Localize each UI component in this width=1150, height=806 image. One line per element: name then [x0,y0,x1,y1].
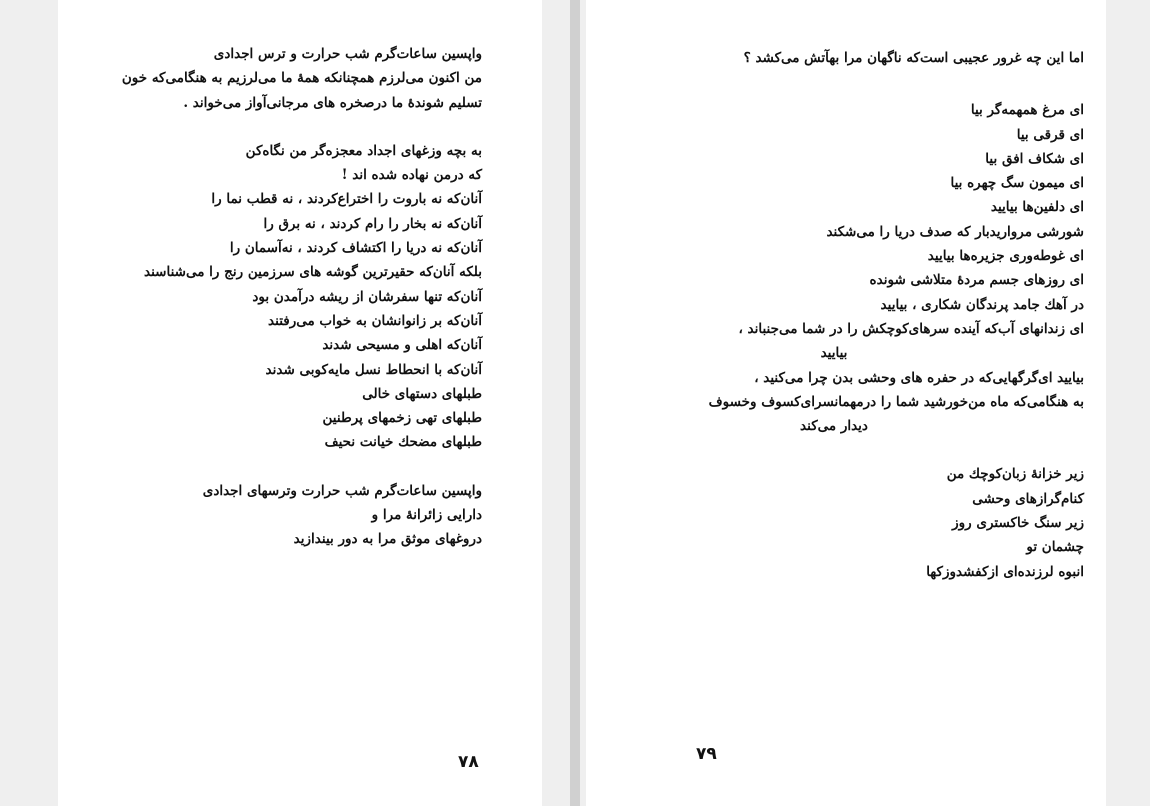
poem-line: واپسین ساعات‌گرم شب حرارت و ترس اجدادی [213,46,482,62]
poem-line: دروغهای موثق مرا به دور بیندازید [293,531,482,548]
poem-line: شورشی مرواریدبار که صدف دریا را می‌شکند [826,223,1084,240]
poem-line: ای دلفین‌ها بیایید [990,199,1084,216]
poem-line: زیر سنگ خاکستری روز [952,515,1084,532]
poem-line: طبلهای دستهای خالی [362,385,482,402]
poem-line: دارایی زائرانهٔ مرا و [371,507,482,524]
left-poem [52,42,482,552]
book-gutter [570,0,580,806]
poem-line: ای غوطه‌وری جزیره‌ها بیایید [927,248,1084,265]
poem-line: دیدار می‌کند [800,418,868,435]
poem-line: انبوه لرزنده‌ای ازکفشدوزکها [926,563,1084,580]
poem-line: در آهك جامد پرندگان شکاری ، بیایید [880,296,1084,313]
right-page [586,0,1106,806]
poem-line: واپسین ساعات‌گرم شب حرارت وترسهای اجدادی [202,482,482,499]
poem-line: اما این چه غرور عجیبی است‌که ناگهان مرا بهآتش می‌کشد ؟ [743,50,1084,66]
poem-line: ای شکاف افق بیا [985,150,1084,167]
poem-line: به بچه وزغهای اجداد معجزه‌گر من نگاه‌کن [245,142,482,159]
page-number: ۷۸ [458,752,479,772]
poem-line: طبلهای تهی زخمهای پرطنین [322,410,482,427]
page-number: ۷۹ [696,744,717,764]
poem-line: ای میمون سگ چهره بیا [950,175,1084,192]
poem-line: بلکه آنان‌که حقیرترین گوشه های سرزمین رنج را می‌شناسند [144,264,482,281]
poem-line: آنان‌که اهلی و مسیحی شدند [322,337,482,354]
right-poem [584,46,1084,584]
poem-line: تسلیم شوندهٔ ما درصخره های مرجانی‌آواز می‌خواند . [183,94,482,111]
poem-line: ای مرغ همهمه‌گر بیا [970,102,1084,119]
poem-line: آنان‌که نه بخار را رام کردند ، نه برق را [263,215,482,232]
poem-line: آنان‌که نه دریا را اکتشاف کردند ، نه‌آسمان را [229,240,482,257]
left-page [58,0,542,806]
poem-line: ای قرقی بیا [1016,126,1084,143]
poem-line: آنان‌که با انحطاط نسل مایه‌کوبی شدند [265,361,482,378]
poem-line: چشمان تو [1026,539,1084,556]
poem-line: آنان‌که بر زانوانشان به خواب می‌رفتند [268,312,482,329]
poem-line: من اکنون می‌لرزم همچنانکه همهٔ ما می‌لرزیم به هنگامی‌که خون [121,70,482,87]
poem-line: طبلهای مضحك خیانت نحیف [324,434,482,451]
poem-line: بیایید [820,345,848,362]
poem-line: ای روزهای جسم مردهٔ متلاشی شونده [869,272,1084,289]
poem-line: آنان‌که تنها سفرشان از ریشه درآمدن بود [252,288,482,305]
poem-line: بیایید ای‌گرگهایی‌که در حفره های وحشی بدن چرا می‌کنید ، [754,369,1084,386]
poem-line: آنان‌که نه باروت را اختراع‌کردند ، نه قطب نما را [211,191,482,208]
poem-line: کنام‌گرازهای وحشی [972,490,1084,507]
poem-line: به هنگامی‌که ماه من‌خورشید شما را درمهمانسرای‌کسوف وخسوف [708,393,1084,410]
poem-line: زیر خزانهٔ زبان‌کوچك من [946,466,1084,483]
poem-line: ای زندانهای آب‌که آینده سرهای‌کوچکش را در شما می‌جنباند ، [738,320,1084,337]
poem-line: که درمن نهاده شده اند ! [341,167,482,184]
